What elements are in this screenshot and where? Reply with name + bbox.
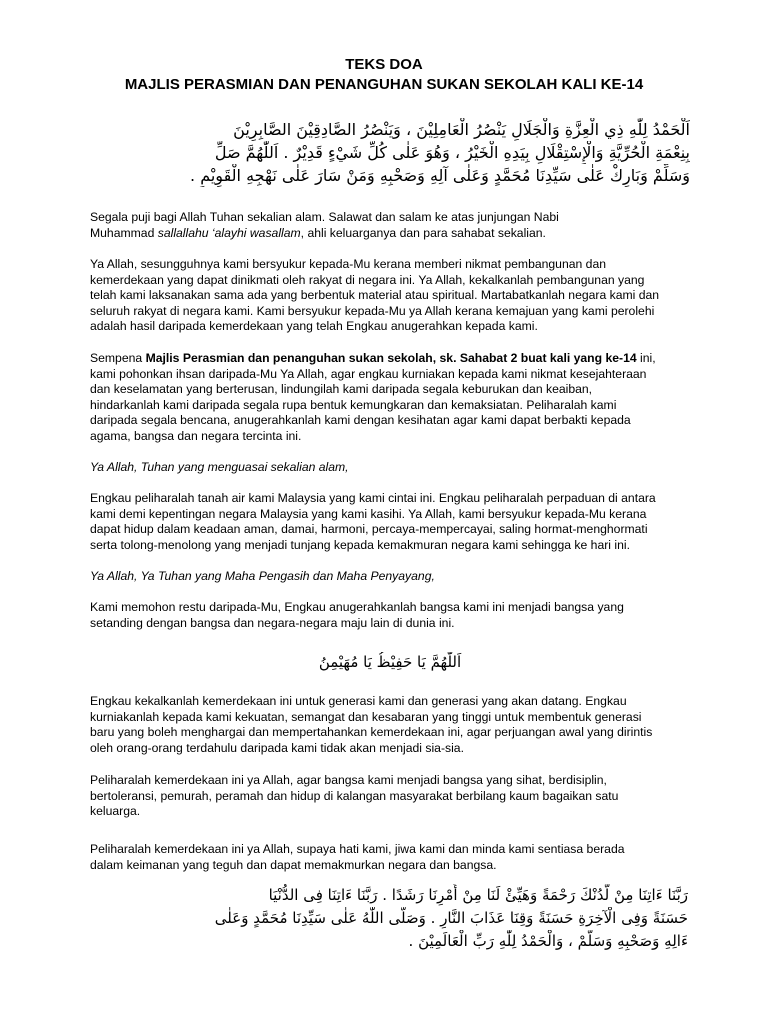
text-line: Ya Allah, Tuhan yang menguasai sekalian alam,: [90, 460, 349, 474]
arabic-line: حَسَنَةً وَفِى الْآخِرَةِ حَسَنَةً وَقِنَا عَذَابَ النَّارِ . وَصَلَّى اللّٰهُ عَلٰى سَيِّدِنَا مُحَمَّدٍ وَعَلٰى: [214, 909, 688, 927]
paragraph-nation: [90, 773, 690, 820]
arabic-line: رَبَّنَا ءَاتِنَا مِنْ لَّدُنْكَ رَحْمَةً وَهَيِّئْ لَنَا مِنْ أَمْرِنَا رَشَدًا . رَبَّنَا ءَاتِنَا فِى الدُّنْيَا: [268, 886, 688, 904]
text-line: Segala puji bagi Allah Tuhan sekalian alam. Salawat dan salam ke atas junjungan Nabi: [90, 210, 559, 224]
paragraph-protection: [90, 491, 690, 553]
text-line: dan keselamatan yang berterusan, lindungilah kami daripada segala keburukan dan keaiban,: [90, 382, 593, 396]
paragraph-praise: [90, 210, 690, 241]
paragraph-gratitude: [90, 257, 690, 335]
arabic-line: ءَالِهِ وَصَحْبِهِ وَسَلَّمْ ، وَالْحَمْدُ لِلّٰهِ رَبِّ الْعَالَمِيْنَ .: [408, 932, 688, 950]
arabic-opening-prayer: [94, 118, 690, 187]
text-line: kami demi kepentingan negara Malaysia yang kami kasihi. Ya Allah, kami bersyukur kepada-Mu kerana: [90, 506, 647, 521]
text-run: , ahli keluarganya dan para sahabat sekalian.: [300, 225, 546, 240]
arabic-line: اَلْحَمْدُ لِلّٰهِ ذِي الْعِزَّةِ وَالْجَلَالِ يَنْصُرُ الْعَامِلِيْنَ ، وَيَنْصُرُ الصَّادِقِيْنَ الصَّابِرِيْنَ: [233, 120, 690, 139]
paragraph-faith: [90, 842, 690, 873]
text-line: hindarkanlah kami daripada segala rupa bentuk kemungkaran dan kemaksiatan. Peliharalah kami: [90, 397, 617, 412]
text-line: kurniakanlah kepada kami kekuatan, semangat dan kesabaran yang tinggi untuk membentuk generasi: [90, 709, 642, 724]
text-run: Muhammad: [90, 225, 158, 240]
text-line: telah kami laksanakan sama ada yang berbentuk material atau spiritual. Martabatkanlah negara kami dan: [90, 288, 660, 302]
text-line: dalam keimanan yang teguh dan dapat memakmurkan negara dan bangsa.: [90, 857, 497, 872]
text-line: kemerdekaan yang dapat dinikmati oleh rakyat di negara ini. Ya Allah, kekalkanlah pembangunan yang: [90, 272, 645, 287]
text-line: [90, 351, 690, 367]
text-line: Ya Allah, sesungguhnya kami bersyukur kepada-Mu kerana memberi nikmat pembangunan dan: [90, 257, 607, 271]
bold-run: Majlis Perasmian dan penanguhan sukan sekolah, sk. Sahabat 2 buat kali yang ke-14: [145, 351, 637, 365]
text-line: oleh orang-orang terdahulu daripada kami tidak akan menjadi sia-sia.: [90, 740, 464, 755]
arabic-invocation: [300, 652, 480, 672]
italic-run: sallallahu ‘alayhi wasallam: [157, 225, 301, 240]
text-line: [90, 226, 690, 242]
arabic-line: وَسَلِّمْ وَبَارِكْ عَلٰى سَيِّدِنَا مُحَمَّدٍ وَعَلٰى آلِهِ وَصَحْبِهِ وَمَنْ سَارَ عَلٰى نَهْجِهِ الْقَوِيْمِ .: [190, 166, 690, 185]
text-line: Engkau peliharalah tanah air kami Malaysia yang kami cintai ini. Engkau peliharalah perpaduan di antara: [90, 491, 656, 505]
text-line: serta tolong-menolong yang menjadi tunjang kepada kemakmuran negara kami sehingga ke hari ini.: [90, 537, 630, 552]
text-line: kami pohonkan ihsan daripada-Mu Ya Allah, agar engkau kurniakan kepada kami nikmat kesejahteraan: [90, 366, 647, 381]
text-line: setanding dengan bangsa dan negara-negara maju lain di dunia ini.: [90, 615, 455, 630]
paragraph-occasion: [90, 351, 690, 444]
text-line: Ya Allah, Ya Tuhan yang Maha Pengasih dan Maha Penyayang,: [90, 569, 435, 583]
text-line: Peliharalah kemerdekaan ini ya Allah, supaya hati kami, jiwa kami dan minda kami sentiasa berada: [90, 842, 625, 856]
text-run: ini,: [636, 351, 656, 365]
text-line: agama, bangsa dan negara tercinta ini.: [90, 428, 302, 443]
text-run: Sempena: [90, 351, 146, 365]
text-line: dapat hidup dalam keadaan aman, damai, harmoni, percaya-mempercayai, saling hormat-menghormati: [90, 522, 648, 536]
text-line: keluarga.: [90, 804, 141, 818]
doc-subtitle: MAJLIS PERASMIAN DAN PENANGUHAN SUKAN SEKOLAH KALI KE-14: [124, 76, 644, 93]
paragraph-independence: [90, 694, 690, 756]
paragraph-request: [90, 600, 690, 631]
text-line: bertoleransi, pemurah, peramah dan hidup di kalangan masyarakat berbilang kaum bagaikan satu: [90, 788, 619, 803]
paragraph-invocation-1: [90, 460, 690, 476]
text-line: Engkau kekalkanlah kemerdekaan ini untuk generasi kami dan generasi yang akan datang. Engkau: [90, 694, 627, 708]
text-line: adalah hasil daripada kemerdekaan yang telah Engkau anugerahkan kepada kami.: [90, 319, 538, 333]
text-line: Peliharalah kemerdekaan ini ya Allah, agar bangsa kami menjadi bangsa yang sihat, berdisiplin,: [90, 773, 607, 787]
arabic-line: بِنِعْمَةِ الْحُرِّيَّةِ وَالْإِسْتِقْلَالِ بِيَدِهِ الْخَيْرُ ، وَهُوَ عَلٰى كُلِّ شَيْءٍ قَدِيْرٌ . اَللّٰهُمَّ صَلِّ: [214, 143, 690, 162]
doc-title: TEKS DOA: [345, 56, 423, 73]
arabic-closing-prayer: [96, 884, 688, 953]
text-line: baru yang boleh menghargai dan mempertahankan kemerdekaan ini, agar perjuangan awal yang dirintis: [90, 725, 653, 739]
text-line: seluruh rakyat di negara kami. Kami bersyukur kepada-Mu ya Allah kerana kemajuan yang kami perolehi: [90, 303, 655, 318]
paragraph-invocation-2: [90, 569, 690, 585]
arabic-line: اَللّٰهُمَّ يَا حَفِيْظُ يَا مُهَيْمِنُ: [318, 653, 462, 671]
text-line: daripada segala bencana, anugerahkanlah kami dengan kesihatan agar kami dapat berbakti kepada: [90, 413, 631, 427]
text-line: Kami memohon restu daripada-Mu, Engkau anugerahkanlah bangsa kami ini menjadi bangsa yang: [90, 600, 624, 614]
